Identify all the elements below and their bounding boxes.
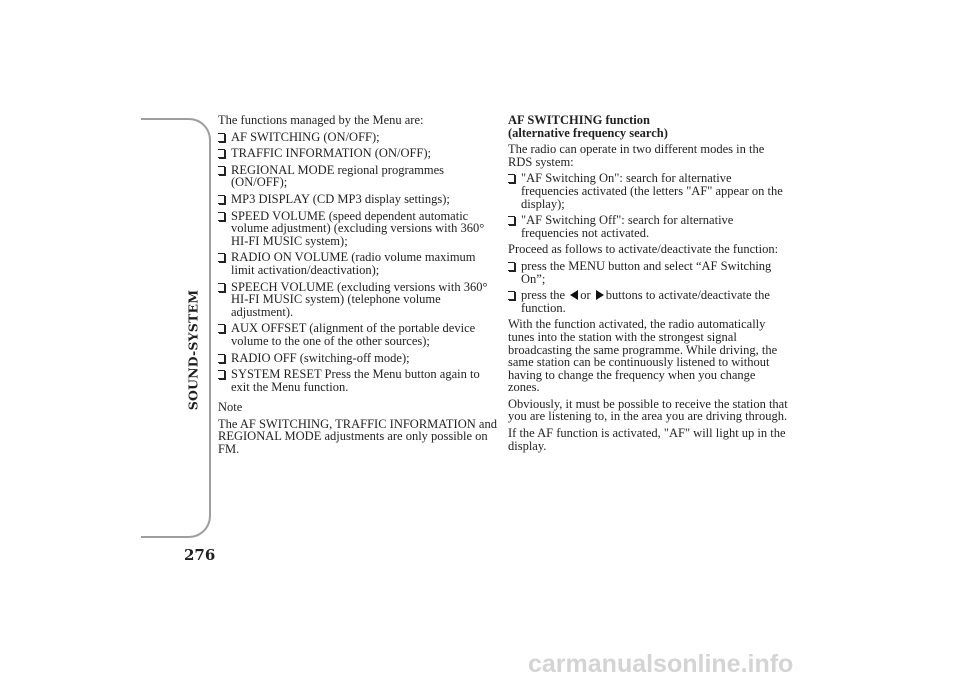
checkbox-bullet-icon [508, 216, 515, 225]
checkbox-bullet-icon [508, 262, 515, 271]
menu-intro: The functions managed by the Menu are: [218, 113, 424, 127]
list-item: REGIONAL MODE regional programmes (ON/OFF); [218, 164, 500, 189]
checkbox-bullet-icon [218, 253, 225, 262]
left-column [218, 114, 500, 460]
heading-line: AF SWITCHING function [508, 113, 650, 127]
list-item: RADIO ON VOLUME (radio volume maximum limit activation/deactivation); [218, 251, 500, 276]
checkbox-bullet-icon [218, 195, 225, 204]
list-item: SPEECH VOLUME (excluding versions with 360° HI-FI MUSIC system) (telephone volume adjustment). [218, 281, 500, 319]
right-column [508, 114, 788, 456]
checkbox-bullet-icon [218, 283, 225, 292]
list-item: SYSTEM RESET Press the Menu button again to exit the Menu function. [218, 368, 500, 393]
watermark: carmanualsonline.info [528, 650, 794, 678]
right-arrow-icon [596, 290, 604, 300]
list-item: RADIO OFF (switching-off mode); [218, 352, 500, 365]
checkbox-bullet-icon [218, 370, 225, 379]
section-title: SOUND-SYSTEM [185, 289, 201, 411]
note-title: Note [218, 400, 243, 415]
procedure-steps [508, 260, 788, 314]
checkbox-bullet-icon [218, 354, 225, 363]
menu-function-list [218, 131, 500, 394]
list-item: press the MENU button and select “AF Switching On”; [508, 260, 788, 285]
note-text: The AF SWITCHING, TRAFFIC INFORMATION and REGIONAL MODE adjustments are only possible on FM. [218, 416, 497, 457]
paragraph: With the function activated, the radio automatically tunes into the station with the strongest signal broadcasting the same programme. While driving, the same station can be continuously listened to without having to change the frequency when you change zones. [508, 317, 778, 395]
list-item: AUX OFFSET (alignment of the portable device volume to the one of the other sources); [218, 322, 500, 347]
paragraph: Obviously, it must be possible to receive the station that you are listening to, in the area you are driving through. [508, 396, 788, 424]
section-side-label [183, 290, 203, 410]
list-item: TRAFFIC INFORMATION (ON/OFF); [218, 147, 500, 160]
section-heading [508, 114, 788, 139]
checkbox-bullet-icon [508, 291, 515, 300]
modes-list [508, 172, 788, 239]
list-item: SPEED VOLUME (speed dependent automatic volume adjustment) (excluding versions with 360° HI-FI MUSIC system); [218, 210, 500, 248]
procedure-intro: Proceed as follows to activate/deactivate the function: [508, 242, 779, 257]
list-item: "AF Switching Off": search for alternative frequencies not activated. [508, 214, 788, 239]
checkbox-bullet-icon [218, 133, 225, 142]
list-item: "AF Switching On": search for alternative frequencies activated (the letters "AF" appear on the display); [508, 172, 788, 210]
checkbox-bullet-icon [508, 174, 515, 183]
list-item: AF SWITCHING (ON/OFF); [218, 131, 500, 144]
list-item: MP3 DISPLAY (CD MP3 display settings); [218, 193, 500, 206]
list-item: press the or buttons to activate/deactivate the function. [508, 289, 788, 314]
left-arrow-icon [570, 290, 578, 300]
page-number: 276 [184, 546, 216, 564]
checkbox-bullet-icon [218, 166, 225, 175]
checkbox-bullet-icon [218, 149, 225, 158]
paragraph: If the AF function is activated, "AF" will light up in the display. [508, 426, 786, 453]
checkbox-bullet-icon [218, 324, 225, 333]
heading-line: (alternative frequency search) [508, 125, 668, 140]
modes-intro: The radio can operate in two different modes in the RDS system: [508, 142, 765, 169]
checkbox-bullet-icon [218, 212, 225, 221]
